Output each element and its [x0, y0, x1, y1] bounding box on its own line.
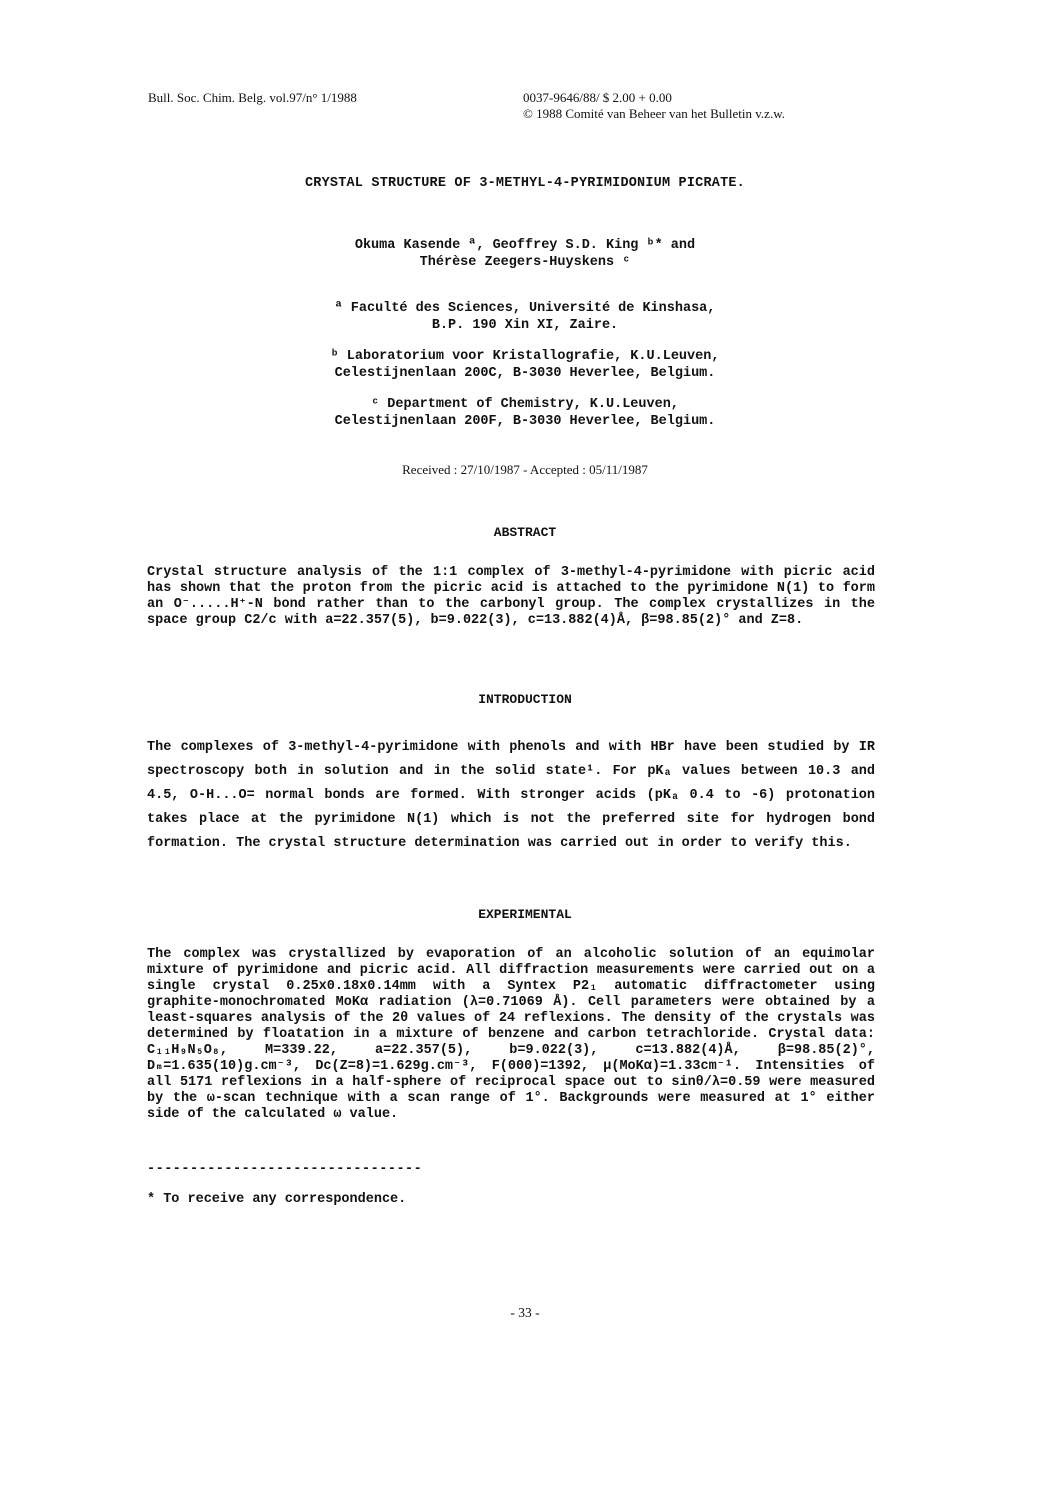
paper-title: CRYSTAL STRUCTURE OF 3-METHYL-4-PYRIMIDONIUM PICRATE.: [305, 176, 745, 191]
affiliation-line: Celestijnenlaan 200F, B-3030 Heverlee, Belgium.: [334, 414, 716, 429]
experimental-text: The complex was crystallized by evaporation of an alcoholic solution of an equimolar mixture of pyrimidone and picric acid. All diffraction measurements were carried out on a single crystal 0.25x0.18x0.14mm with a Syntex P2₁ automatic diffractometer using graphite-monochromated MoKα radiation (λ=0.71069 Å). Cell parameters were obtained by a least-squares analysis of the 2θ values of 24 reflexions. The density of the crystals was determined by floatation in a mixture of benzene and carbon tetrachloride. Crystal data: C₁₁H₉N₅O₈, M=339.22, a=22.357(5), b=9.022(3), c=13.882(4)Å, β=98.85(2)°, Dₘ=1.635(10)g.cm⁻³, Dc(Z=8)=1.629g.cm⁻³, F(000)=1392, μ(MoKα)=1.33cm⁻¹. Intensities of all 5171 reflexions in a half-sphere of reciprocal space out to sinθ/λ=0.59 were measured by the ω-scan technique with a scan range of 1°. Backgrounds were measured at 1° either side of the calculated ω value.: [147, 947, 875, 1122]
page-number: - 33 -: [510, 1305, 540, 1320]
copyright-block: [523, 90, 785, 122]
journal-citation: Bull. Soc. Chim. Belg. vol.97/n° 1/1988: [148, 90, 357, 105]
author-line-2: Thérèse Zeegers-Huyskens ᶜ: [419, 255, 631, 270]
abstract-text: Crystal structure analysis of the 1:1 complex of 3-methyl-4-pyrimidone with picric acid has shown that the proton from the picric acid is attached to the pyrimidone N(1) to form an O⁻.....H⁺-N bond rather than to the carbonyl group. The complex crystallizes in the space group C2/c with a=22.357(5), b=9.022(3), c=13.882(4)Å, β=98.85(2)° and Z=8.: [147, 565, 875, 628]
affiliation-line: ᶜ Department of Chemistry, K.U.Leuven,: [371, 397, 679, 412]
experimental-heading: EXPERIMENTAL: [478, 907, 572, 922]
author-list: [0, 237, 1050, 271]
affiliation-c: [0, 396, 1050, 430]
introduction-heading: INTRODUCTION: [478, 692, 572, 707]
affiliation-line: B.P. 190 Xin XI, Zaire.: [431, 318, 619, 333]
abstract-heading: ABSTRACT: [493, 525, 557, 540]
price-code: 0037-9646/88/ $ 2.00 + 0.00: [523, 90, 672, 105]
affiliation-line: ᵇ Laboratorium voor Kristallografie, K.U.Leuven,: [330, 349, 720, 364]
author-line-1: Okuma Kasende ª, Geoffrey S.D. King ᵇ* and: [354, 238, 696, 253]
footnote-text: * To receive any correspondence.: [147, 1192, 407, 1207]
affiliation-b: [0, 348, 1050, 382]
introduction-text: The complexes of 3-methyl-4-pyrimidone with phenols and with HBr have been studied by IR spectroscopy both in solution and in the solid state¹. For pKₐ values between 10.3 and 4.5, O-H...O= normal bonds are formed. With stronger acids (pKₐ 0.4 to -6) protonation takes place at the pyrimidone N(1) which is not the preferred site for hydrogen bond formation. The crystal structure determination was carried out in order to verify this.: [147, 740, 875, 851]
footnote-rule: --------------------------------: [147, 1162, 423, 1177]
affiliation-a: [0, 300, 1050, 334]
affiliation-line: Celestijnenlaan 200C, B-3030 Heverlee, Belgium.: [334, 366, 716, 381]
affiliation-line: ª Faculté des Sciences, Université de Kinshasa,: [334, 301, 716, 316]
received-dates: Received : 27/10/1987 - Accepted : 05/11/1987: [402, 462, 648, 477]
copyright-line: © 1988 Comité van Beheer van het Bulletin v.z.w.: [523, 106, 785, 121]
